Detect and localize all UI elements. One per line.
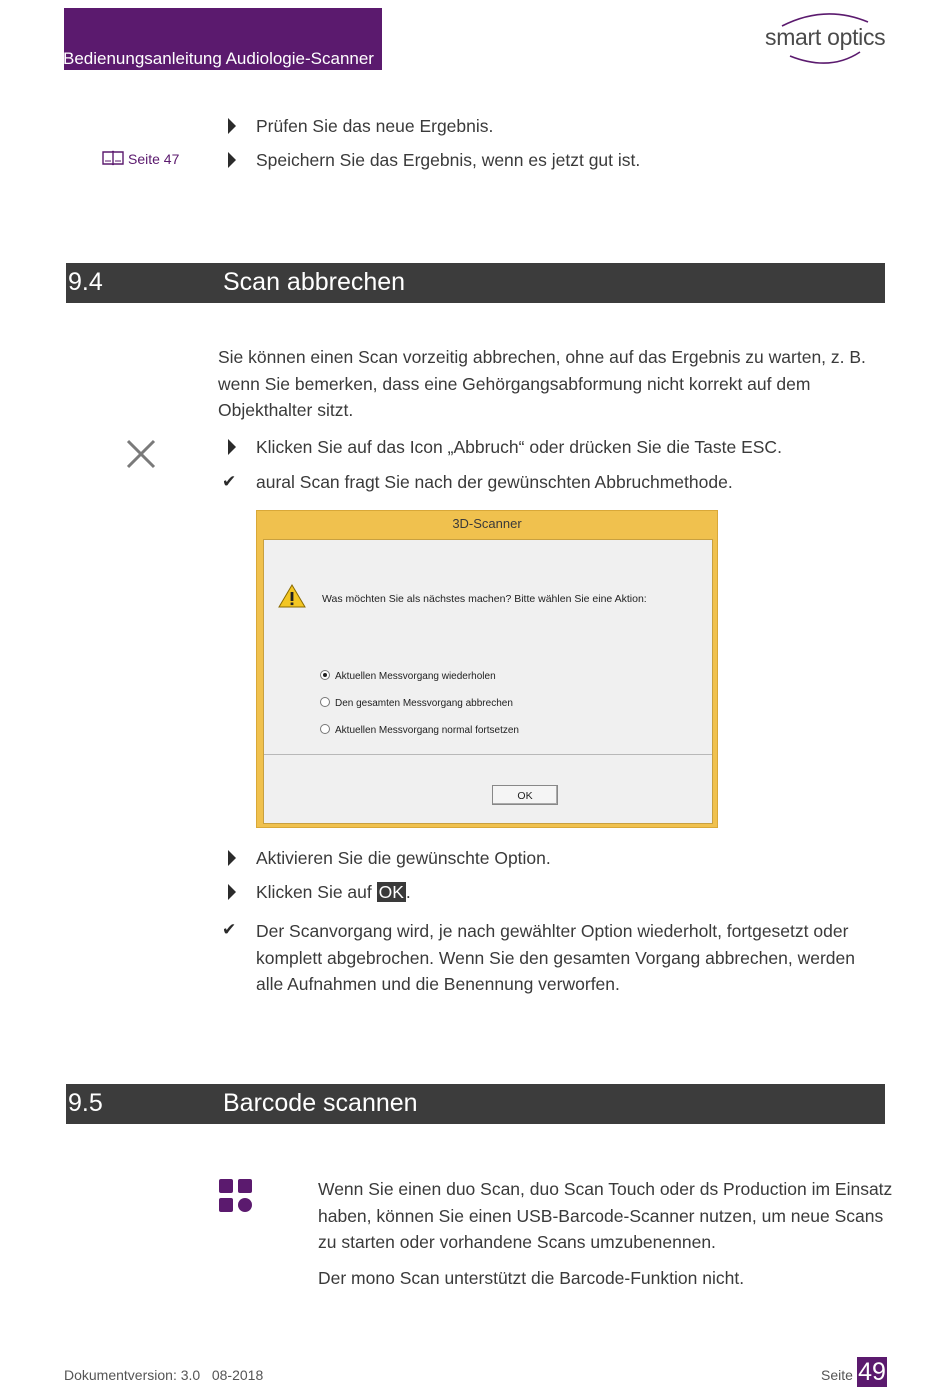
step-arrow-icon xyxy=(228,118,236,134)
page-reference-label: Seite 47 xyxy=(128,151,180,167)
footer-page-label: Seite xyxy=(821,1367,853,1383)
radio-selected-icon[interactable] xyxy=(320,670,330,680)
footer-page-number: 49 xyxy=(858,1358,886,1386)
intro-line: Sie können einen Scan vorzeitig abbrechen, ohne auf das Ergebnis zu warten, z. B. xyxy=(218,347,866,367)
option-label: Den gesamten Messvorgang abbrechen xyxy=(335,698,513,709)
dialog-message: Was möchten Sie als nächstes machen? Bitte wählen Sie eine Aktion: xyxy=(322,593,647,605)
cancel-x-icon xyxy=(124,437,158,471)
header-title: Bedienungsanleitung Audiologie-Scanner xyxy=(63,49,374,68)
radio-icon[interactable] xyxy=(320,724,330,734)
checkmark-icon: ✔ xyxy=(222,920,237,939)
option-label: Aktuellen Messvorgang normal fortsetzen xyxy=(335,725,519,736)
step-arrow-icon xyxy=(228,884,236,900)
dialog-ok-button[interactable]: OK xyxy=(492,785,558,805)
section-heading-9-4 xyxy=(66,263,885,303)
section-number: 9.5 xyxy=(68,1089,103,1117)
radio-icon[interactable] xyxy=(320,697,330,707)
section-heading-9-5 xyxy=(66,1084,885,1124)
doc-date: 08-2018 xyxy=(211,1367,264,1383)
brand-logo xyxy=(760,8,890,68)
section-number: 9.4 xyxy=(68,268,103,296)
step-save-result: Speichern Sie das Ergebnis, wenn es jetzt gut ist. xyxy=(256,150,641,170)
para-line: Wenn Sie einen duo Scan, duo Scan Touch oder ds Production im Einsatz xyxy=(318,1179,893,1199)
cancel-dialog-window xyxy=(256,510,718,828)
option-abort-all[interactable] xyxy=(320,697,513,709)
result-dialog-shown: aural Scan fragt Sie nach der gewünschten Abbruchmethode. xyxy=(256,472,733,492)
step-activate-option: Aktivieren Sie die gewünschte Option. xyxy=(256,848,551,868)
option-label: Aktuellen Messvorgang wiederholen xyxy=(335,671,496,682)
section-title: Scan abbrechen xyxy=(223,268,406,296)
warning-icon xyxy=(278,584,306,608)
footer-version xyxy=(64,1367,263,1383)
step-arrow-icon xyxy=(228,439,236,455)
step-text: Klicken Sie auf xyxy=(256,882,377,902)
step-click-ok xyxy=(256,882,411,903)
para-line: haben, können Sie einen USB-Barcode-Scanner nutzen, um neue Scans xyxy=(318,1205,884,1226)
checkmark-icon: ✔ xyxy=(222,472,237,491)
step-arrow-icon xyxy=(228,152,236,168)
result-line: Der Scanvorgang wird, je nach gewählter Option wiederholt, fortgesetzt oder xyxy=(256,921,849,941)
section-9-5-para2: Der mono Scan unterstützt die Barcode-Funktion nicht. xyxy=(318,1268,745,1288)
option-continue-normal[interactable] xyxy=(320,724,519,736)
dialog-content-area xyxy=(264,540,712,755)
ok-button-label: OK xyxy=(378,882,404,902)
dialog-body xyxy=(263,539,713,824)
result-scan-processed xyxy=(256,918,896,998)
barcode-grid-icon xyxy=(218,1178,254,1214)
dialog-title: 3D-Scanner xyxy=(452,516,522,531)
result-line: alle Aufnahmen und die Benennung verworfen. xyxy=(256,974,620,994)
intro-line: wenn Sie bemerken, dass eine Gehörgangsabformung nicht korrekt auf dem xyxy=(218,373,811,394)
para-line: zu starten oder vorhandene Scans umzubenennen. xyxy=(318,1232,716,1252)
step-arrow-icon xyxy=(228,850,236,866)
page-reference[interactable] xyxy=(102,150,179,167)
section-title: Barcode scannen xyxy=(223,1089,418,1117)
step-check-result: Prüfen Sie das neue Ergebnis. xyxy=(256,116,494,136)
section-9-5-para1 xyxy=(318,1176,918,1256)
step-click-cancel: Klicken Sie auf das Icon „Abbruch“ oder drücken Sie die Taste ESC. xyxy=(256,437,782,457)
result-line: komplett abgebrochen. Wenn Sie den gesamten Vorgang abbrechen, werden xyxy=(256,947,855,968)
step-text: . xyxy=(405,882,411,902)
logo-text: smart optics xyxy=(765,24,886,50)
section-9-4-intro xyxy=(218,344,898,424)
doc-version: Dokumentversion: 3.0 xyxy=(64,1367,201,1383)
intro-line: Objekthalter sitzt. xyxy=(218,400,354,420)
option-repeat-measurement[interactable] xyxy=(320,670,496,682)
book-icon xyxy=(102,150,124,166)
